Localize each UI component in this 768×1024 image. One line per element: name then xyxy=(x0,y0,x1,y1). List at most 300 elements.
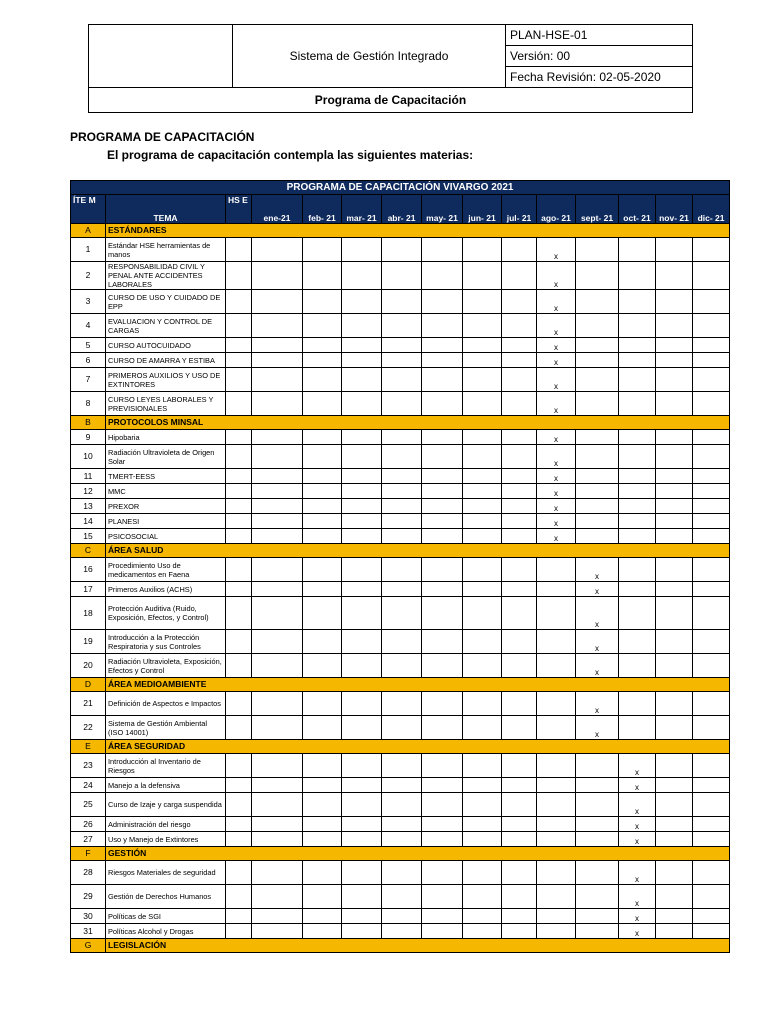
schedule-cell xyxy=(576,314,619,338)
table-row xyxy=(71,597,730,630)
schedule-cell xyxy=(303,353,342,368)
item-number: 14 xyxy=(71,514,106,529)
hse-cell xyxy=(226,832,252,847)
schedule-cell xyxy=(619,392,656,416)
item-number: 24 xyxy=(71,778,106,793)
schedule-cell xyxy=(463,692,502,716)
table-row xyxy=(71,832,730,847)
table-row xyxy=(71,754,730,778)
schedule-cell xyxy=(382,469,422,484)
hse-cell xyxy=(226,597,252,630)
hse-cell xyxy=(226,338,252,353)
schedule-cell xyxy=(693,832,730,847)
hse-cell xyxy=(226,262,252,290)
table-row xyxy=(71,778,730,793)
schedule-cell xyxy=(252,290,303,314)
schedule-cell xyxy=(463,716,502,740)
hse-cell xyxy=(226,716,252,740)
schedule-cell xyxy=(382,754,422,778)
schedule-cell xyxy=(619,262,656,290)
section-letter: G xyxy=(71,939,106,953)
table-row xyxy=(71,558,730,582)
schedule-cell xyxy=(502,654,537,678)
column-header-month: ene-21 xyxy=(252,195,303,224)
schedule-cell xyxy=(303,262,342,290)
schedule-cell xyxy=(693,692,730,716)
schedule-cell xyxy=(422,861,463,885)
column-header-month: abr- 21 xyxy=(382,195,422,224)
schedule-mark: x xyxy=(537,499,576,514)
schedule-cell xyxy=(693,368,730,392)
schedule-cell xyxy=(656,558,693,582)
schedule-cell xyxy=(693,778,730,793)
item-number: 25 xyxy=(71,793,106,817)
section-title: ÁREA SALUD xyxy=(106,544,730,558)
schedule-cell xyxy=(576,238,619,262)
item-topic: Definición de Aspectos e Impactos xyxy=(106,692,226,716)
schedule-cell xyxy=(422,469,463,484)
schedule-cell xyxy=(463,832,502,847)
schedule-cell xyxy=(656,861,693,885)
schedule-cell xyxy=(502,368,537,392)
table-row xyxy=(71,314,730,338)
table-row xyxy=(71,469,730,484)
hse-cell xyxy=(226,692,252,716)
section-row xyxy=(71,939,730,953)
item-topic: RESPONSABILIDAD CIVIL Y PENAL ANTE ACCIDENTES LABORALES xyxy=(106,262,226,290)
schedule-cell xyxy=(502,445,537,469)
training-schedule-table xyxy=(70,180,730,953)
schedule-cell xyxy=(502,469,537,484)
schedule-cell xyxy=(656,716,693,740)
schedule-cell xyxy=(303,558,342,582)
schedule-cell xyxy=(502,499,537,514)
schedule-cell xyxy=(252,499,303,514)
schedule-cell xyxy=(382,817,422,832)
schedule-cell xyxy=(303,469,342,484)
hse-cell xyxy=(226,754,252,778)
schedule-cell xyxy=(422,499,463,514)
schedule-cell xyxy=(422,445,463,469)
hse-cell xyxy=(226,514,252,529)
item-number: 10 xyxy=(71,445,106,469)
item-number: 31 xyxy=(71,924,106,939)
schedule-cell xyxy=(537,778,576,793)
schedule-cell xyxy=(656,909,693,924)
schedule-cell xyxy=(576,832,619,847)
schedule-cell xyxy=(422,754,463,778)
schedule-cell xyxy=(422,582,463,597)
schedule-cell xyxy=(576,885,619,909)
table-row xyxy=(71,861,730,885)
item-number: 23 xyxy=(71,754,106,778)
schedule-cell xyxy=(252,817,303,832)
schedule-cell xyxy=(502,514,537,529)
table-row xyxy=(71,445,730,469)
document-version: Versión: 00 xyxy=(506,46,693,67)
schedule-mark: x xyxy=(537,469,576,484)
schedule-cell xyxy=(693,262,730,290)
schedule-cell xyxy=(656,484,693,499)
hse-cell xyxy=(226,558,252,582)
schedule-mark: x xyxy=(537,238,576,262)
hse-cell xyxy=(226,909,252,924)
schedule-cell xyxy=(422,597,463,630)
schedule-cell xyxy=(463,338,502,353)
schedule-cell xyxy=(252,793,303,817)
schedule-cell xyxy=(382,832,422,847)
item-number: 16 xyxy=(71,558,106,582)
item-topic: Hipobaria xyxy=(106,430,226,445)
schedule-cell xyxy=(576,529,619,544)
schedule-cell xyxy=(252,469,303,484)
schedule-cell xyxy=(463,861,502,885)
schedule-cell xyxy=(693,654,730,678)
schedule-cell xyxy=(693,817,730,832)
table-row xyxy=(71,885,730,909)
section-letter: E xyxy=(71,740,106,754)
schedule-mark: x xyxy=(537,314,576,338)
schedule-cell xyxy=(342,290,382,314)
schedule-cell xyxy=(656,430,693,445)
schedule-cell xyxy=(693,514,730,529)
section-row xyxy=(71,847,730,861)
schedule-mark: x xyxy=(576,630,619,654)
schedule-cell xyxy=(303,924,342,939)
schedule-cell xyxy=(656,885,693,909)
item-topic: Radiación Ultravioleta de Origen Solar xyxy=(106,445,226,469)
schedule-cell xyxy=(342,484,382,499)
item-topic: CURSO DE USO Y CUIDADO DE EPP xyxy=(106,290,226,314)
schedule-cell xyxy=(252,861,303,885)
schedule-cell xyxy=(303,238,342,262)
schedule-cell xyxy=(463,469,502,484)
schedule-cell xyxy=(619,499,656,514)
hse-cell xyxy=(226,484,252,499)
section-title: ESTÁNDARES xyxy=(106,224,730,238)
section-row xyxy=(71,740,730,754)
schedule-cell xyxy=(463,392,502,416)
schedule-mark: x xyxy=(619,817,656,832)
schedule-cell xyxy=(576,392,619,416)
schedule-mark: x xyxy=(619,885,656,909)
schedule-cell xyxy=(303,514,342,529)
schedule-cell xyxy=(502,290,537,314)
column-header-month: sept- 21 xyxy=(576,195,619,224)
schedule-cell xyxy=(342,909,382,924)
table-row xyxy=(71,793,730,817)
schedule-cell xyxy=(342,778,382,793)
item-number: 26 xyxy=(71,817,106,832)
schedule-cell xyxy=(656,392,693,416)
schedule-cell xyxy=(342,392,382,416)
schedule-cell xyxy=(382,529,422,544)
section-letter: B xyxy=(71,416,106,430)
schedule-cell xyxy=(693,484,730,499)
schedule-mark: x xyxy=(576,716,619,740)
hse-cell xyxy=(226,499,252,514)
schedule-cell xyxy=(693,353,730,368)
schedule-cell xyxy=(422,392,463,416)
schedule-cell xyxy=(303,817,342,832)
schedule-cell xyxy=(422,692,463,716)
schedule-cell xyxy=(576,262,619,290)
schedule-cell xyxy=(693,445,730,469)
schedule-cell xyxy=(342,445,382,469)
schedule-cell xyxy=(382,430,422,445)
schedule-cell xyxy=(342,314,382,338)
schedule-cell xyxy=(693,314,730,338)
schedule-cell xyxy=(382,793,422,817)
table-row xyxy=(71,499,730,514)
schedule-cell xyxy=(382,582,422,597)
schedule-cell xyxy=(463,597,502,630)
schedule-mark: x xyxy=(576,654,619,678)
item-number: 13 xyxy=(71,499,106,514)
schedule-cell xyxy=(693,630,730,654)
section-letter: A xyxy=(71,224,106,238)
schedule-cell xyxy=(463,630,502,654)
item-topic: Radiación Ultravioleta, Exposición, Efectos y Control xyxy=(106,654,226,678)
schedule-cell xyxy=(252,778,303,793)
schedule-cell xyxy=(382,654,422,678)
table-row xyxy=(71,338,730,353)
schedule-cell xyxy=(463,793,502,817)
item-topic: Introducción a la Protección Respiratoria y sus Controles xyxy=(106,630,226,654)
table-row xyxy=(71,353,730,368)
item-topic: Procedimiento Uso de medicamentos en Faena xyxy=(106,558,226,582)
schedule-cell xyxy=(463,368,502,392)
schedule-cell xyxy=(693,469,730,484)
schedule-cell xyxy=(303,832,342,847)
schedule-cell xyxy=(576,353,619,368)
schedule-cell xyxy=(422,290,463,314)
schedule-cell xyxy=(463,778,502,793)
schedule-cell xyxy=(463,484,502,499)
item-number: 7 xyxy=(71,368,106,392)
schedule-cell xyxy=(463,885,502,909)
schedule-cell xyxy=(252,338,303,353)
schedule-cell xyxy=(502,558,537,582)
system-name: Sistema de Gestión Integrado xyxy=(233,25,506,88)
schedule-cell xyxy=(502,314,537,338)
schedule-cell xyxy=(252,885,303,909)
schedule-cell xyxy=(252,484,303,499)
item-number: 17 xyxy=(71,582,106,597)
item-number: 15 xyxy=(71,529,106,544)
item-topic: Sistema de Gestión Ambiental (ISO 14001) xyxy=(106,716,226,740)
schedule-cell xyxy=(502,430,537,445)
schedule-cell xyxy=(656,338,693,353)
schedule-cell xyxy=(382,353,422,368)
schedule-cell xyxy=(342,353,382,368)
schedule-cell xyxy=(656,654,693,678)
schedule-cell xyxy=(576,445,619,469)
schedule-mark: x xyxy=(619,909,656,924)
schedule-cell xyxy=(576,499,619,514)
item-topic: EVALUACION Y CONTROL DE CARGAS xyxy=(106,314,226,338)
schedule-cell xyxy=(656,238,693,262)
hse-cell xyxy=(226,445,252,469)
schedule-cell xyxy=(502,529,537,544)
schedule-cell xyxy=(693,754,730,778)
item-topic: Manejo a la defensiva xyxy=(106,778,226,793)
section-title: ÁREA MEDIOAMBIENTE xyxy=(106,678,730,692)
table-row xyxy=(71,430,730,445)
schedule-cell xyxy=(252,445,303,469)
schedule-cell xyxy=(537,909,576,924)
schedule-cell xyxy=(656,499,693,514)
schedule-cell xyxy=(463,558,502,582)
item-number: 29 xyxy=(71,885,106,909)
schedule-cell xyxy=(422,793,463,817)
schedule-mark: x xyxy=(576,692,619,716)
schedule-cell xyxy=(463,654,502,678)
schedule-cell xyxy=(422,924,463,939)
table-row xyxy=(71,692,730,716)
schedule-mark: x xyxy=(576,597,619,630)
section-title: PROTOCOLOS MINSAL xyxy=(106,416,730,430)
item-topic: TMERT-EESS xyxy=(106,469,226,484)
schedule-cell xyxy=(502,238,537,262)
schedule-cell xyxy=(303,499,342,514)
item-number: 2 xyxy=(71,262,106,290)
table-row xyxy=(71,262,730,290)
schedule-cell xyxy=(656,262,693,290)
item-topic: MMC xyxy=(106,484,226,499)
schedule-mark: x xyxy=(619,754,656,778)
item-number: 9 xyxy=(71,430,106,445)
schedule-cell xyxy=(303,290,342,314)
schedule-cell xyxy=(252,754,303,778)
schedule-cell xyxy=(693,558,730,582)
schedule-cell xyxy=(252,630,303,654)
schedule-cell xyxy=(252,238,303,262)
schedule-cell xyxy=(502,909,537,924)
schedule-mark: x xyxy=(537,514,576,529)
schedule-cell xyxy=(382,924,422,939)
table-row xyxy=(71,238,730,262)
schedule-cell xyxy=(693,885,730,909)
hse-cell xyxy=(226,582,252,597)
document-header xyxy=(88,24,693,113)
schedule-cell xyxy=(537,832,576,847)
schedule-cell xyxy=(342,238,382,262)
schedule-cell xyxy=(619,353,656,368)
schedule-cell xyxy=(303,430,342,445)
schedule-cell xyxy=(252,909,303,924)
schedule-cell xyxy=(342,817,382,832)
table-row xyxy=(71,582,730,597)
schedule-cell xyxy=(463,353,502,368)
schedule-cell xyxy=(502,885,537,909)
schedule-mark: x xyxy=(537,262,576,290)
schedule-cell xyxy=(463,529,502,544)
schedule-cell xyxy=(382,338,422,353)
table-row xyxy=(71,630,730,654)
hse-cell xyxy=(226,368,252,392)
schedule-cell xyxy=(463,314,502,338)
schedule-cell xyxy=(693,924,730,939)
schedule-cell xyxy=(463,238,502,262)
schedule-mark: x xyxy=(537,290,576,314)
column-header-month: feb- 21 xyxy=(303,195,342,224)
section-title: GESTIÓN xyxy=(106,847,730,861)
hse-cell xyxy=(226,630,252,654)
schedule-cell xyxy=(303,368,342,392)
schedule-cell xyxy=(382,558,422,582)
schedule-cell xyxy=(303,716,342,740)
schedule-cell xyxy=(463,430,502,445)
item-topic: PRIMEROS AUXILIOS Y USO DE EXTINTORES xyxy=(106,368,226,392)
document-code: PLAN-HSE-01 xyxy=(506,25,693,46)
schedule-cell xyxy=(252,597,303,630)
schedule-cell xyxy=(382,290,422,314)
item-number: 6 xyxy=(71,353,106,368)
schedule-cell xyxy=(303,754,342,778)
schedule-cell xyxy=(252,692,303,716)
schedule-cell xyxy=(693,290,730,314)
schedule-cell xyxy=(422,558,463,582)
schedule-cell xyxy=(502,630,537,654)
schedule-cell xyxy=(342,754,382,778)
item-topic: Protección Auditiva (Ruido, Exposición, Efectos, y Control) xyxy=(106,597,226,630)
schedule-cell xyxy=(342,368,382,392)
schedule-cell xyxy=(342,514,382,529)
schedule-cell xyxy=(576,338,619,353)
table-row xyxy=(71,392,730,416)
schedule-cell xyxy=(422,885,463,909)
schedule-mark: x xyxy=(619,832,656,847)
section-letter: C xyxy=(71,544,106,558)
schedule-cell xyxy=(382,885,422,909)
schedule-cell xyxy=(693,793,730,817)
column-header-hse: HS E xyxy=(226,195,252,224)
schedule-cell xyxy=(619,529,656,544)
item-topic: Primeros Auxilios (ACHS) xyxy=(106,582,226,597)
schedule-cell xyxy=(463,754,502,778)
schedule-cell xyxy=(537,582,576,597)
schedule-cell xyxy=(502,861,537,885)
schedule-cell xyxy=(502,582,537,597)
hse-cell xyxy=(226,238,252,262)
table-row xyxy=(71,716,730,740)
column-header-month: dic- 21 xyxy=(693,195,730,224)
hse-cell xyxy=(226,885,252,909)
schedule-cell xyxy=(422,338,463,353)
schedule-cell xyxy=(619,469,656,484)
schedule-cell xyxy=(422,514,463,529)
schedule-cell xyxy=(656,832,693,847)
schedule-cell xyxy=(382,392,422,416)
schedule-cell xyxy=(252,430,303,445)
schedule-cell xyxy=(382,597,422,630)
schedule-cell xyxy=(303,314,342,338)
item-topic: CURSO AUTOCUIDADO xyxy=(106,338,226,353)
schedule-cell xyxy=(693,430,730,445)
schedule-cell xyxy=(656,290,693,314)
schedule-cell xyxy=(537,654,576,678)
schedule-cell xyxy=(342,793,382,817)
schedule-cell xyxy=(576,469,619,484)
schedule-mark: x xyxy=(537,529,576,544)
schedule-mark: x xyxy=(537,430,576,445)
table-title: PROGRAMA DE CAPACITACIÓN VIVARGO 2021 xyxy=(71,181,730,195)
program-title: Programa de Capacitación xyxy=(89,88,693,113)
schedule-cell xyxy=(502,817,537,832)
schedule-cell xyxy=(693,238,730,262)
schedule-cell xyxy=(693,582,730,597)
